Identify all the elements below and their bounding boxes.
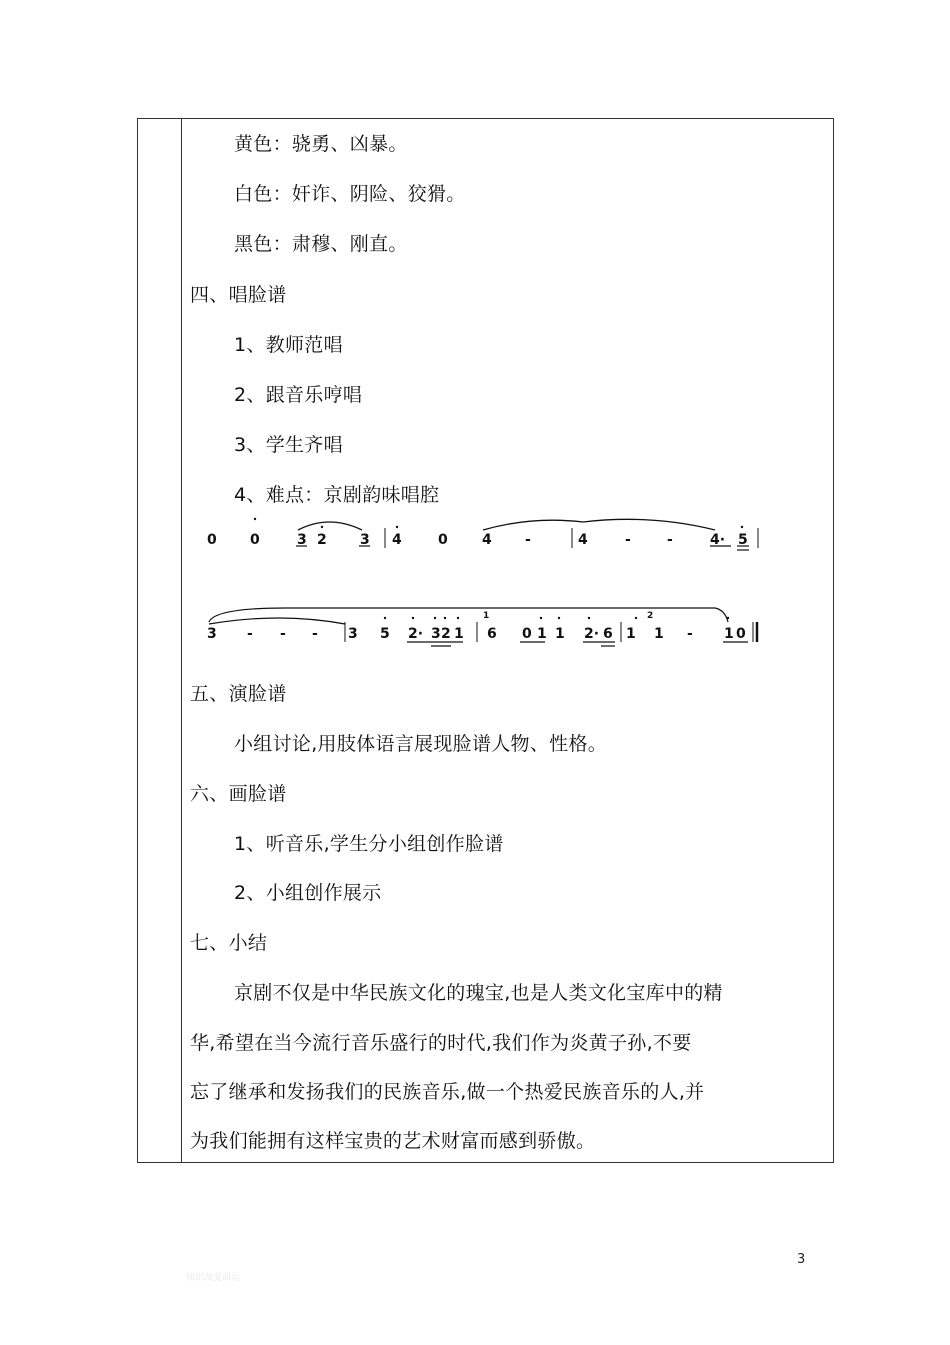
- note: 6: [603, 626, 613, 642]
- note: 2: [317, 532, 327, 548]
- note: 4·: [710, 532, 726, 548]
- section-heading-perform: 五、演脸谱: [190, 683, 287, 705]
- note: -: [687, 626, 693, 642]
- notation-row-2: [195, 600, 770, 650]
- text-line-white: 白色：奸诈、阴险、狡猾。: [234, 183, 466, 205]
- note: 2·: [408, 626, 424, 642]
- note: 0: [250, 532, 260, 548]
- note: 3: [348, 626, 358, 642]
- note: 3: [207, 626, 217, 642]
- note: 0: [522, 626, 532, 642]
- grace-note: 1: [483, 611, 490, 621]
- note: 4: [482, 532, 492, 548]
- note: -: [625, 532, 631, 548]
- grace-note: 2: [647, 611, 654, 621]
- section-heading-sing: 四、唱脸谱: [190, 284, 287, 306]
- notation-row-1: [195, 512, 770, 557]
- note: 3: [431, 626, 441, 642]
- note: -: [525, 532, 531, 548]
- summary-line-3: 忘了继承和发扬我们的民族音乐,做一个热爱民族音乐的人,并: [190, 1081, 705, 1103]
- text-line-difficulty: 4、难点：京剧韵味唱腔: [234, 484, 440, 506]
- note: 5: [380, 626, 390, 642]
- note: 3: [297, 532, 307, 548]
- note: -: [280, 626, 286, 642]
- section-heading-summary: 七、小结: [190, 932, 268, 954]
- faint-footer-text: 知识改变命运: [186, 1273, 241, 1283]
- note: 1: [626, 626, 636, 642]
- note: 2: [441, 626, 451, 642]
- text-line-black: 黑色：肃穆、刚直。: [234, 233, 408, 255]
- summary-line-2: 华,希望在当今流行音乐盛行的时代,我们作为炎黄子孙,不要: [190, 1032, 692, 1054]
- note: 5: [738, 532, 748, 548]
- text-line-group-discuss: 小组讨论,用肢体语言展现脸谱人物、性格。: [234, 733, 608, 755]
- note: 1: [724, 626, 734, 642]
- summary-line-1: 京剧不仅是中华民族文化的瑰宝,也是人类文化宝库中的精: [234, 982, 723, 1004]
- note: 6: [487, 626, 497, 642]
- text-line-yellow: 黄色：骁勇、凶暴。: [234, 133, 408, 155]
- note: 1: [454, 626, 464, 642]
- text-line-students-sing: 3、学生齐唱: [234, 434, 343, 456]
- page-number: 3: [797, 1252, 806, 1267]
- note: -: [667, 532, 673, 548]
- text-line-create: 1、听音乐,学生分小组创作脸谱: [234, 833, 504, 855]
- note: 4: [392, 532, 402, 548]
- note: 0: [736, 626, 746, 642]
- note: 0: [438, 532, 448, 548]
- table-column-divider: [181, 118, 182, 1163]
- note: -: [312, 626, 318, 642]
- note: 4: [578, 532, 588, 548]
- text-line-teacher-sing: 1、教师范唱: [234, 334, 343, 356]
- text-line-showcase: 2、小组创作展示: [234, 882, 382, 904]
- note: 0: [207, 532, 217, 548]
- text-line-hum: 2、跟音乐哼唱: [234, 384, 363, 406]
- note: 1: [555, 626, 565, 642]
- section-heading-draw: 六、画脸谱: [190, 783, 287, 805]
- note: 1: [537, 626, 547, 642]
- note: 3: [360, 532, 370, 548]
- note: -: [247, 626, 253, 642]
- note: 1: [654, 626, 664, 642]
- summary-line-4: 为我们能拥有这样宝贵的艺术财富而感到骄傲。: [190, 1130, 596, 1152]
- note: 2·: [584, 626, 600, 642]
